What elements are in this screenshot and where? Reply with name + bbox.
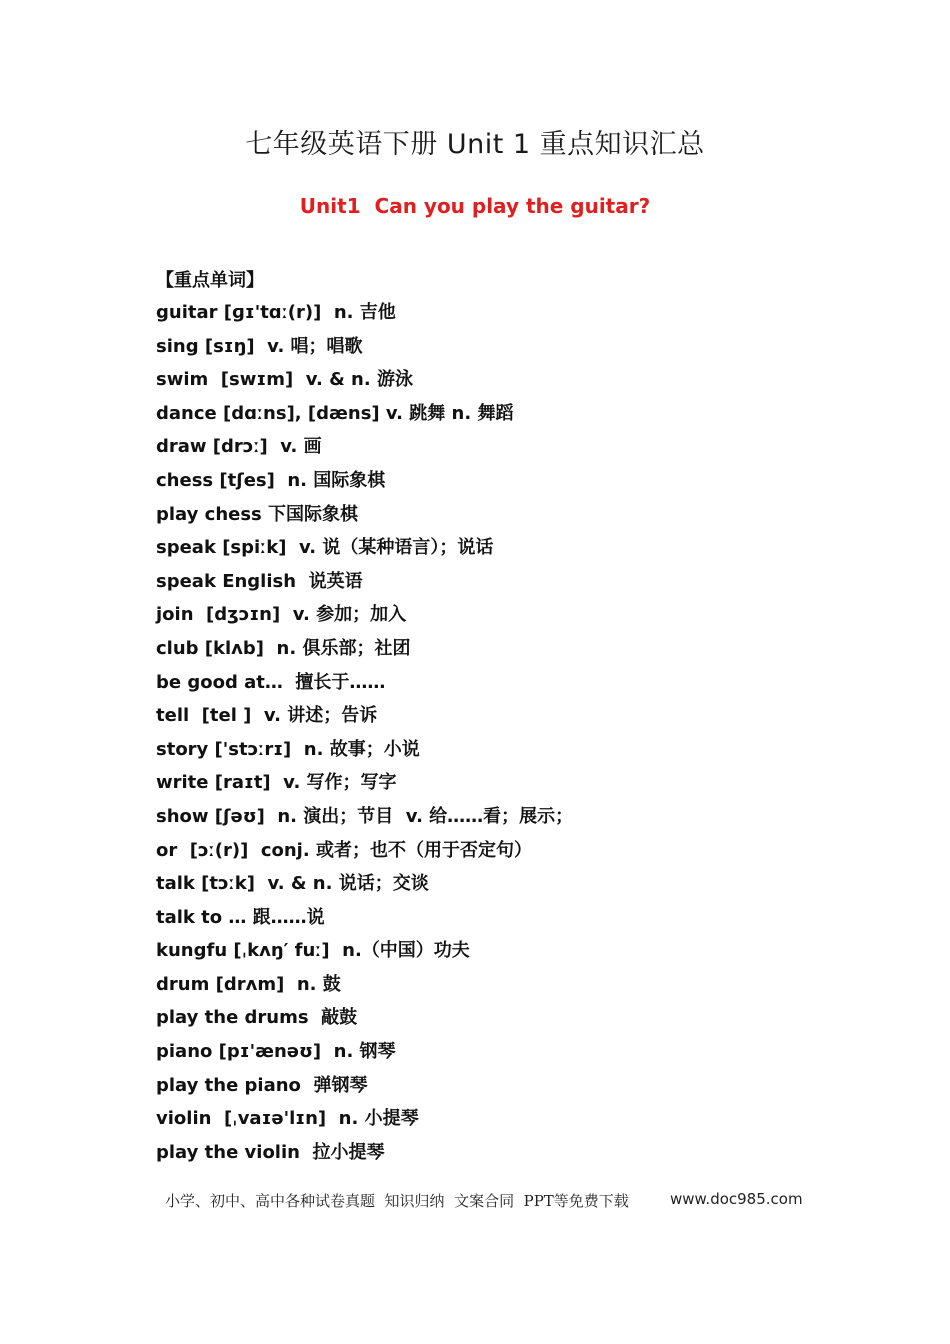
vocab-item: tell [tel ] v. 讲述；告诉	[156, 705, 378, 727]
vocab-item: chess [tʃes] n. 国际象棋	[156, 469, 386, 491]
vocab-item: drum [drʌm] n. 鼓	[156, 973, 341, 995]
vocab-item: talk [tɔːk] v. & n. 说话；交谈	[156, 873, 429, 895]
vocab-list	[156, 299, 573, 1172]
vocab-item: play the drums 敲鼓	[156, 1007, 358, 1029]
vocab-item: story ['stɔːrɪ] n. 故事；小说	[156, 738, 420, 760]
vocab-item: speak [spiːk] v. 说（某种语言）；说话	[156, 537, 494, 559]
vocab-item: club [klʌb] n. 俱乐部；社团	[156, 637, 411, 659]
vocab-item: piano [pɪ'ænəʊ] n. 钢琴	[156, 1041, 396, 1063]
vocab-item: swim [swɪm] v. & n. 游泳	[156, 369, 413, 391]
page-title: 七年级英语下册 Unit 1 重点知识汇总	[245, 129, 705, 160]
footer-text: 小学、初中、高中各种试卷真题 知识归纳 文案合同 PPT等免费下载	[165, 1192, 629, 1210]
vocab-item: show [ʃəʊ] n. 演出；节目 v. 给……看；展示；	[156, 805, 574, 827]
footer-url[interactable]: www.doc985.com	[670, 1190, 803, 1208]
vocab-item: violin [ˌvaɪə'lɪn] n. 小提琴	[156, 1108, 419, 1130]
vocab-item: join [dʒɔɪn] v. 参加；加入	[156, 604, 407, 626]
section-heading: 【重点单词】	[156, 270, 264, 291]
vocab-item: play the piano 弹钢琴	[156, 1074, 368, 1096]
vocab-item: talk to … 跟……说	[156, 906, 325, 928]
vocab-item: draw [drɔː] v. 画	[156, 436, 322, 458]
vocab-item: play the violin 拉小提琴	[156, 1141, 385, 1163]
vocab-item: speak English 说英语	[156, 570, 363, 592]
vocab-item: be good at… 擅长于……	[156, 671, 386, 693]
vocab-item: guitar [ɡɪ'tɑː(r)] n. 吉他	[156, 302, 396, 323]
vocab-item: write [raɪt] v. 写作；写字	[156, 772, 397, 794]
vocab-item: sing [sɪŋ] v. 唱；唱歌	[156, 335, 363, 357]
unit-subtitle: Unit1 Can you play the guitar?	[299, 194, 651, 218]
vocab-item: kungfu [ˌkʌŋ′ fuː] n.（中国）功夫	[156, 940, 470, 962]
vocab-item: or [ɔː(r)] conj. 或者；也不（用于否定句）	[156, 839, 532, 861]
vocab-item: dance [dɑːns], [dæns] v. 跳舞 n. 舞蹈	[156, 402, 514, 424]
vocab-item: play chess 下国际象棋	[156, 503, 359, 525]
